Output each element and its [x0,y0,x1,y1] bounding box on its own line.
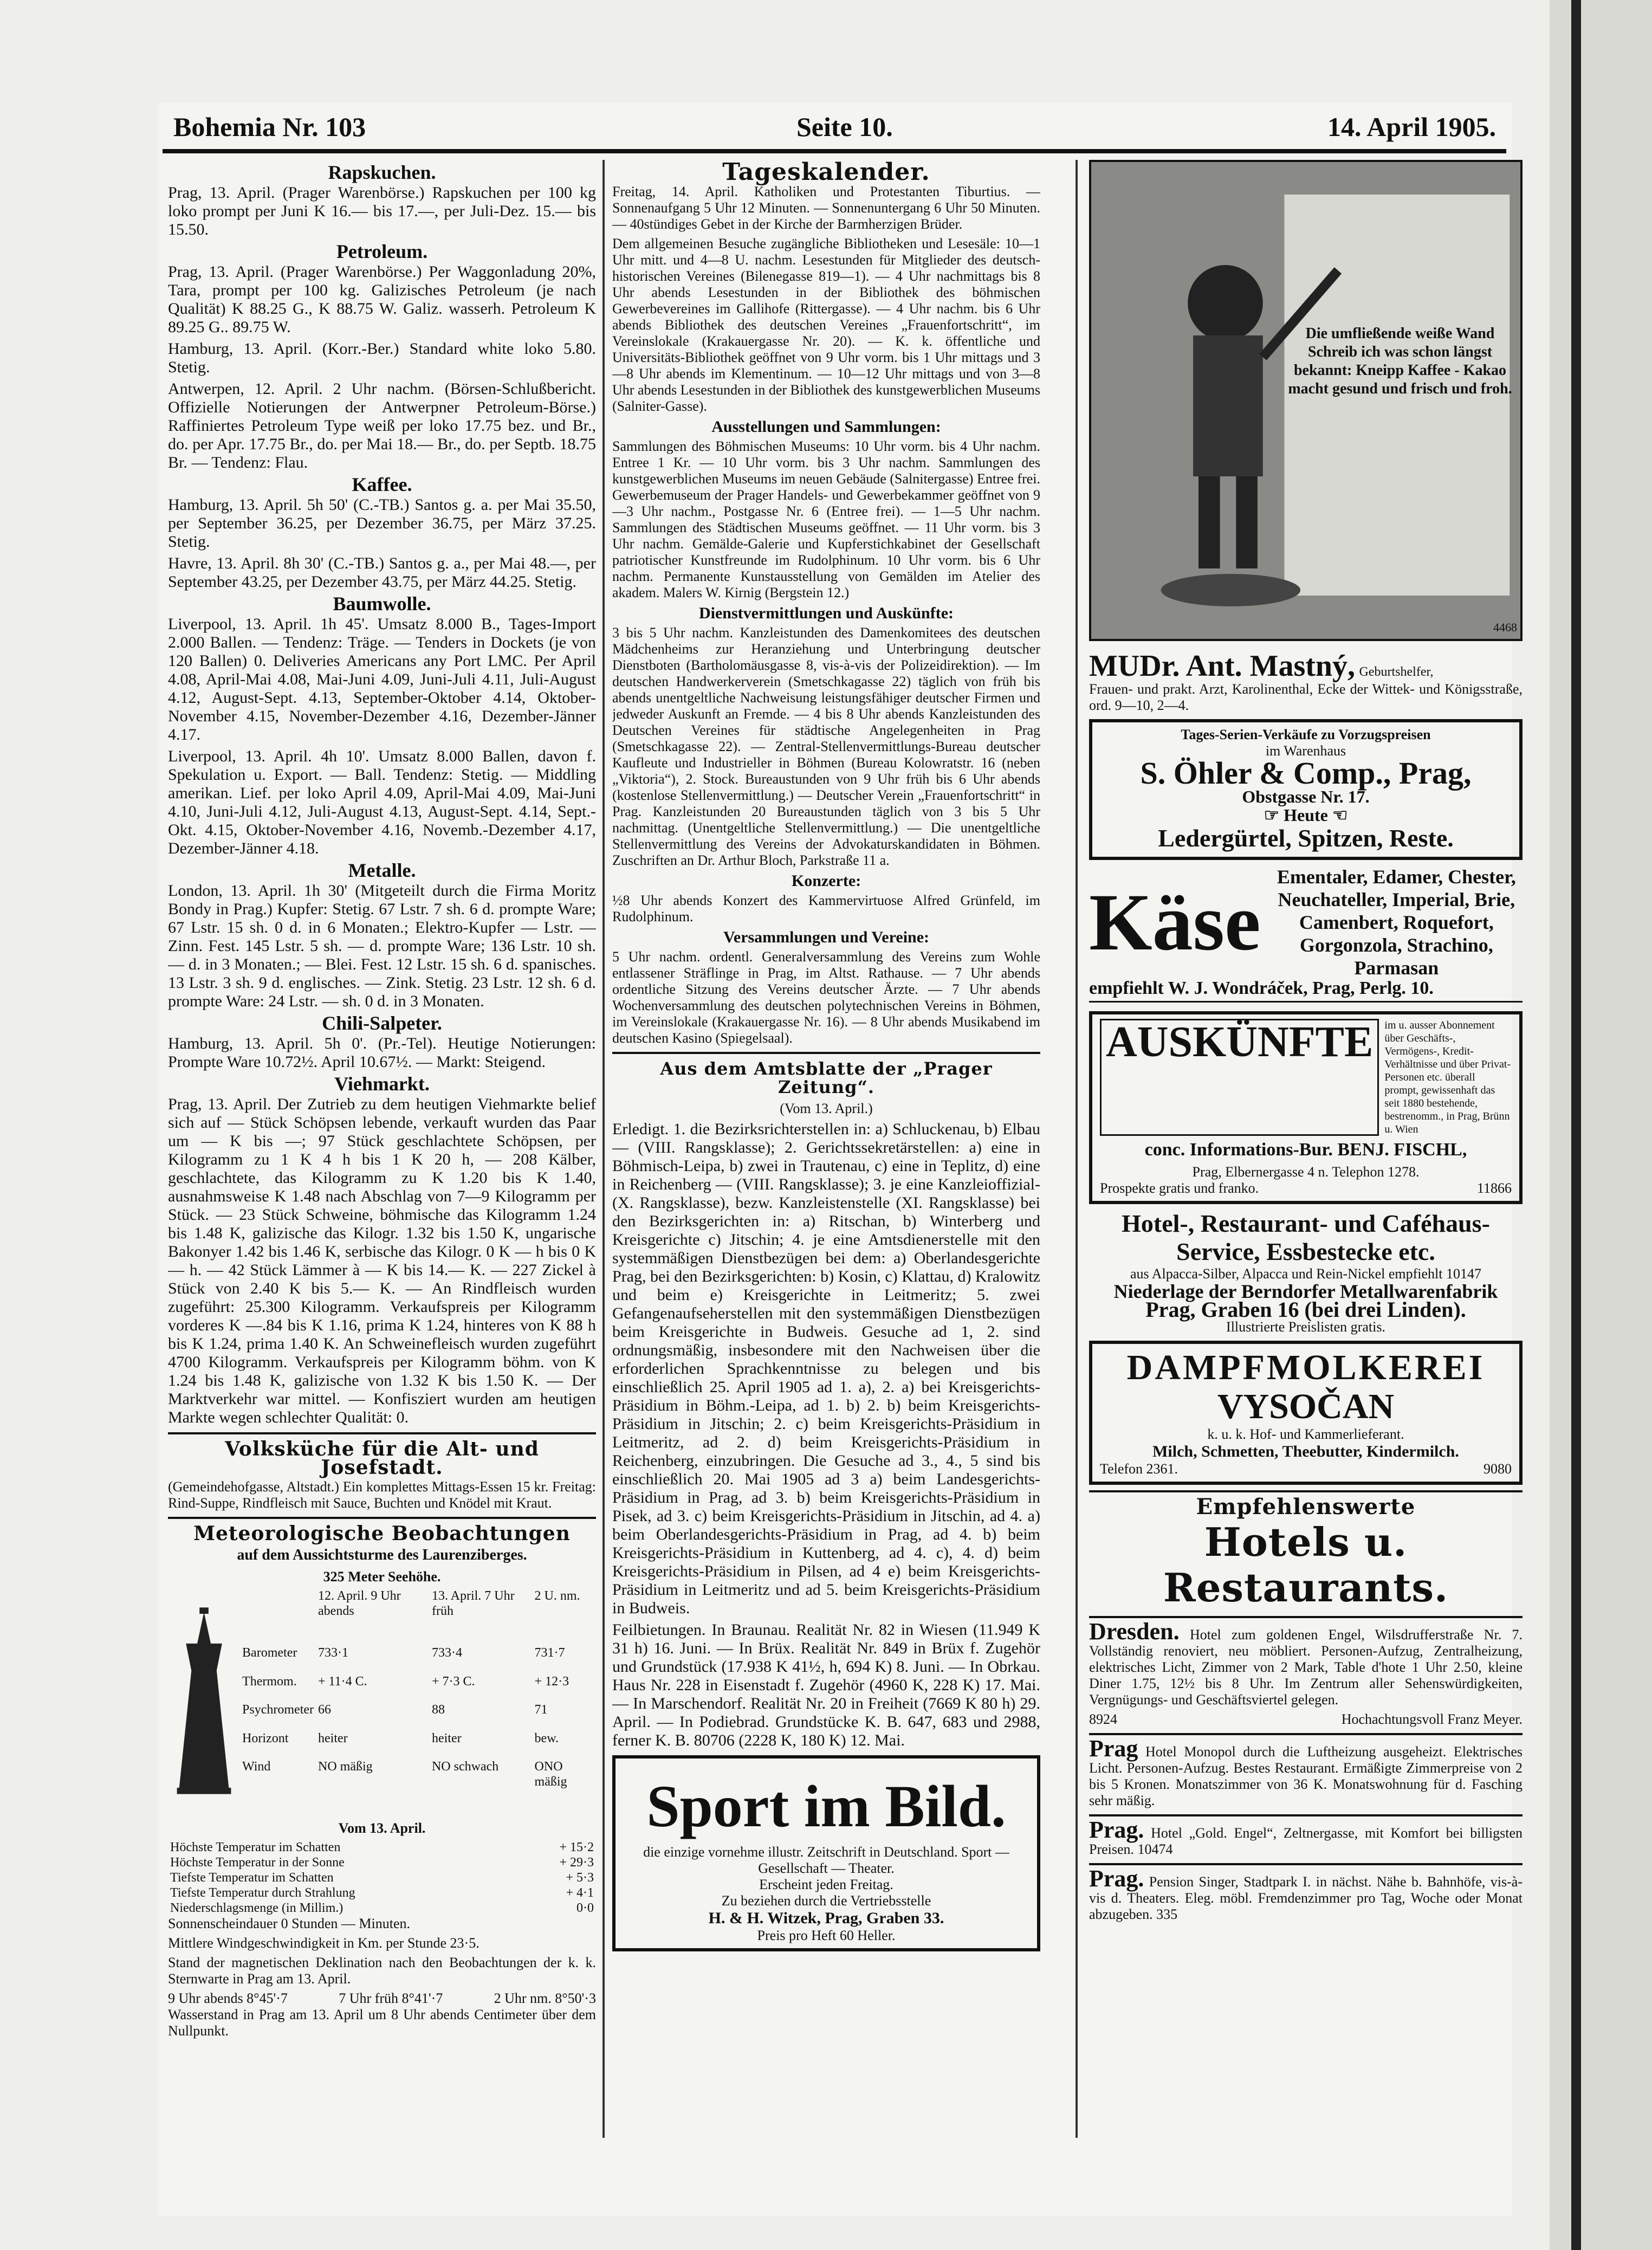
divider [1089,1814,1523,1816]
oehler-items: Ledergürtel, Spitzen, Reste. [1158,824,1454,852]
paragraph: Feilbietungen. In Braunau. Realität Nr. 82 in Wiesen (11.949 K 31 h) 16. Juni. — In Brüx. Realität Nr. 849 in Brüx f. Zugehör und Grundstück (17.938 K 41½, h, 694 K) 8. Juni. — In Obrkau. Haus Nr. 228 in Eisenstadt f. Zugehör (4960 K, 228 K) 17. Mai. — In Marschendorf. Realität Nr. 20 in Freiheit (7669 K 80 h) 29. April. — In Podiebrad. Grundstücke K. B. 647, 683 und 2988, ferner K. B. 80706 (2228 K, 180 K) 12. Mai. [612,1621,1040,1749]
ad-number: 10474 [1137,1841,1173,1857]
column-divider [603,160,605,2138]
dampfmolkerei-ad [1089,1341,1523,1485]
meteo-header-cell [240,1588,316,1645]
meteo-subtitle: auf dem Aussichtsturme des Laurenziberges. [237,1547,527,1563]
meteo-cell: Thermom. [242,1674,297,1689]
pointing-hand-icon: ☞ [1264,805,1284,825]
divider [168,1517,596,1519]
oehler-top: Tages-Serien-Verkäufe zu Vorzugspreisen [1181,727,1431,742]
meteo-temp-row [168,1870,596,1885]
kneipp-slogan: Die umfließende weiße Wand Schreib ich was schon längst bekannt: Kneipp Kaffee - Kakao macht gesund und frisch und froh. [1288,325,1512,397]
auskuenfte-foot: Prospekte gratis und franko. [1100,1180,1259,1196]
meteo-temp-row [168,1885,596,1900]
section-title: Baumwolle. [333,593,431,615]
meteo-cell: 733·1 [318,1646,349,1660]
meteo-header-cell: 2 U. nm. [534,1589,580,1603]
meteo-cell: NO schwach [431,1760,499,1774]
auskuenfte-ad [1089,1011,1523,1204]
decl-value: 2 Uhr nm. 8°50'·3 [494,1990,596,2006]
section-title: Chili-Salpeter. [322,1012,442,1034]
sport-text: Erscheint jeden Freitag. [759,1877,893,1892]
hotel-city: Prag [1089,1735,1138,1762]
meteo-cell: 733·4 [431,1646,462,1660]
meteo-cell: Barometer [242,1646,297,1660]
meteo-title: Meteorologische Beobachtungen [193,1522,571,1545]
meteo-cell: 71 [534,1703,548,1717]
meteo-header-row [240,1588,596,1645]
mastny-ad [1089,649,1523,714]
oehler-ad [1089,719,1523,860]
meteo-temp-cell: Tiefste Temperatur durch Strahlung [170,1886,355,1900]
paragraph: Sonnenscheindauer 0 Stunden — Minuten. [168,1916,410,1931]
header-rule [163,149,1506,153]
auskuenfte-word: AUSKÜNFTE [1100,1019,1379,1136]
observation-tower-icon [168,1588,240,1816]
meteo-temp-cell: Höchste Temperatur im Schatten [170,1840,341,1854]
section-title: Konzerte: [791,872,861,890]
paragraph: Prag, 13. April. (Prager Warenbörse.) Per Waggonladung 20%, Tara, prompt per 100 kg. Galizisches Petroleum (je nach Qualität) K 88.25 G., K 88.75 W. Galiz. wasserh. Petroleum K 89.25 G.. 89.75 W. [168,263,596,336]
column-divider [1076,160,1078,2138]
meteo-cell: Wind [242,1760,271,1774]
paragraph: Hamburg, 13. April. 5h 0'. (Pr.-Tel). Heutige Notierungen: Prompte Ware 10.72½. April 10.67½. — Markt: Steigend. [168,1035,596,1071]
paragraph: Hamburg, 13. April. 5h 50' (C.-TB.) Santos g. a. per Mai 35.50, per September 36.25, per Dezember 36.75, per März 37.25. Stetig. [168,496,596,551]
paragraph: Stand der magnetischen Deklination nach den Beobachtungen der k. k. Sternwarte in Prag am 13. April. [168,1955,596,1987]
ad-number: 8924 [1089,1711,1117,1727]
paragraph: 3 bis 5 Uhr nachm. Kanzleistunden des Damenkomitees des deutschen Mädchenheims zur Heranziehung und Unterbringung deutscher Dienstboten (Bartholomäusgasse 8, vis-à-vis der Polizeidirektion). — Im deutschen Handwerkerverein (Smetschkagasse 22) täglich von früh bis abends unentgeltliche Nachweisung leistungsfähiger deutscher Firmen und jedweder Auskunft an Fremde. — 4 bis 8 Uhr abends Kanzleistunden des Deutschen Vereines für städtische Angelegenheiten in Prag (Smetschkagasse 22). — Zentral-Stellenvermittlungs-Bureau deutscher Kaufleute und Industrieller in Böhmen (Bureau Kolowratstr. 16 (neben „Viktoria“), 2. Stock. Bureaustunden von 9 Uhr früh bis 6 Uhr abends (kostenlose Stellenvermittlung.) — Deutscher Verein „Frauenfortschritt“ in Prag. Kanzleistunden 20 Bureaustunden täglich von 3 bis 5 Uhr nachmittag. (Unentgeltliche Stellenvermittlung.) — Die unentgeltliche Stellenvermittlung des Vereins der Advokaturskandidaten in Böhmen. Zuschriften an Dr. Arthur Bloch, Parkstraße 11 a. [612,625,1040,868]
pointing-hand-icon: ☜ [1327,805,1348,825]
paragraph: Liverpool, 13. April. 1h 45'. Umsatz 8.000 B., Tages-Import 2.000 Ballen. — Tendenz: Träge. — Tenders in Dockets (je von 120 Ballen) 0. Deliveries Americans any Port LMC. Per April 4.08, April-Mai 4.08, Mai-Juni 4.09, Juni-Juli 4.11, Juli-August 4.12, August-Sept. 4.13, September-Oktober 4.14, Oktober-November 4.15, November-Dezember 4.16, Dezember-Jänner 4.17. [168,615,596,743]
paragraph: Erledigt. 1. die Bezirksrichterstellen in: a) Schluckenau, b) Elbau — (VIII. Rangsklasse); 2. Gerichtssekretärstellen: a) eine in Böhmisch-Leipa, b) zwei in Trautenau, c) eine in Teplitz, d) eine in Reichenberg — (VIII. Rangsklasse); 3. je eine Kanzleioffizial- (X. Rangsklasse), bezw. Kanzleistenstelle (XI. Rangsklasse) bei den Bezirksgerichten in: a) Ritschan, b) Winterberg und Kreisgerichte c) Jitschin; 4. je eine Amtsdienerstelle mit den systemmäßigen Dienstbezügen bei dem: a) Oberlandesgerichte Prag, bei den Bezirksgerichten: b) Kosin, c) Klattau, d) Kralowitz und beim e) Kreisgerichte in Leitmeritz; 5. zwei Gefangenaufseherstellen mit den systemmäßigen Dienstbezügen beim Kreisgerichte in Budweis. Gesuche ad 1, 2. sind ordnungsmäßig, insbesondere mit den Nachweisen über die erforderlichen Sprachkenntnisse zu belegen und bis einschließlich 25. April 1905 ad 1. a), 2. a) bei Kreisgerichts-Präsidium in Böhm.-Leipa, ad 1. b) 2. b) beim Kreisgerichts-Präsidium in Jitschin; 2. c) beim Kreisgerichts-Präsidium in Leitmeritz, ad 2. d) beim Kreisgerichts-Präsidium in Reichenberg, einzubringen. Die Gesuche ad 3., 4., 5 sind bis einschließlich 20. Mai 1905 ad 3 a) beim Landesgerichts-Präsidium in Prag, ad 3. b) beim Kreisgerichts-Präsidium in Pisek, ad 3. c) beim Kreisgerichts-Präsidium in Jitschin, ad 4. a) beim Oberlandesgerichts-Präsidium in Prag, ad 4. b) beim Kreisgerichts-Präsidium in Kuttenberg, ad 4. c), 4. d) beim Kreisgerichts-Präsidium in Pilsen, ad 4 e) beim Kreisgerichts-Präsidium in Leitmeritz und ad 5. beim Kreisgerichts-Präsidium in Budweis. [612,1120,1040,1617]
paragraph: Prag, 13. April. Der Zutrieb zu dem heutigen Viehmarkte belief sich auf — Stück Schöpsen lebende, verkauft wurden das Paar um — K bis —; 97 Stück geschlachtete Schöpsen, per Kilogramm zu 1 K 4 h bis 1 K 20 h, — 208 Kälber, geschlachtete, das Kilogramm zu K 1.20 bis K 1.40, ausnahmsweise K 1.48 nach Abschlag von 7—9 Kilogramm per Stück. — 23 Stück Schweine, böhmische das Kilogramm 1.24 bis 1.48 K, galizische das Kilogr. 1.32 bis 1.50 K, ungarische Bakonyer 1.42 bis 1.46 K, serbische das Kilogr. 0 K — h bis 0 K — h. — 42 Stück Lämmer à — K bis 14.— K. — 227 Zickel à Stück von 2.40 K bis 5.— K. — An Rindfleisch wurden zugeführt: 25.300 Kilogramm. Verkaufspreis per Kilogramm vorderes K —.84 bis K 1.16, prima K 1.24, hinteres von K 88 h bis K 1.24, prima 1.40 K. An Schweinefleisch wurden zugeführt 4700 Kilogramm. Verkaufspreis per Kilogramm böhm. von K 1.24 bis 1.48 K, galizische von 1.32 K bis 1.50 K. — Der Marktverkehr war mittel. — Konfisziert wurden am heutigen Markte wegen schlechter Qualität: 0. [168,1095,596,1426]
oehler-in: im Warenhaus [1265,743,1346,759]
paragraph: Antwerpen, 12. April. 2 Uhr nachm. (Börsen-Schlußbericht. Offizielle Notierungen der Antwerpner Petroleum-Börse.) Raffiniertes Petroleum Type weiß per loko 17.75 bez. und Br., do. per Apr. 17.75 Br., do. per Mai 18.— Br., do. per Septb. 18.75 Br. — Tendenz: Flau. [168,380,596,471]
meteo-row [240,1645,596,1674]
oehler-address: Obstgasse Nr. 17. [1242,787,1370,806]
hotels-title: Hotels u. Restaurants. [1163,1519,1449,1611]
hotel-text: Hotel „Gold. Engel“, Zeltnergasse, mit Komfort bei billigsten Preisen. [1089,1825,1523,1857]
divider [612,1052,1040,1054]
section-subtitle: (Vom 13. April.) [780,1101,873,1116]
kaese-word: Käse [1089,877,1261,967]
doctor-role: Geburtshelfer, [1359,665,1434,679]
paragraph: Prag, 13. April. (Prager Warenbörse.) Rapskuchen per 100 kg loko prompt per Juni K 16.— bis 17.—, per Juli-Dez. 15.— bis 15.50. [168,184,596,238]
binding-strip [1571,0,1581,2250]
paragraph: Wasserstand in Prag am 13. April um 8 Uhr abends Centimeter über dem Nullpunkt. [168,2007,596,2039]
hotel-dresden [1089,1618,1523,1708]
meteo-temp-cell: Tiefste Temperatur im Schatten [170,1871,334,1885]
berndorf-address: Prag, Graben 16 (bei drei Linden). [1145,1297,1466,1322]
meteo-cell: 731·7 [534,1646,565,1660]
meteo-temp-row [168,1855,596,1870]
meteo-row [240,1759,596,1816]
decl-value: 7 Uhr früh 8°41'·7 [339,1990,443,2006]
ad-number: 11866 [1476,1180,1512,1196]
section-title: Petroleum. [336,241,428,262]
column-market-reports [168,160,596,2181]
paragraph: Dem allgemeinen Besuche zugängliche Bibliotheken und Lesesäle: 10—1 Uhr mitt. und 4—8 U. nachm. Lesestunden für Mitglieder des deutsch-historischen Vereines (Bilenegasse 819—1). — 4 Uhr nachmittags bis 8 Uhr abends Lesestunden in der Bibliothek des böhmischen Gewerbevereines im Gallihofe (Rittergasse). — 4 Uhr nachm. bis 6 Uhr abends Bibliothek des deutschen Vereines „Frauenfortschritt“, im Vereinslokale (Krakauergasse Nr. 20). — K. k. öffentliche und Universitäts-Bibliothek geöffnet von 9 Uhr vorm. bis 1 Uhr mittags und 3—8 Uhr abends im Klementinum. — 10—12 Uhr mittags und von 3—8 Uhr abends Lesestunden in der Bibliothek des kunstgewerblichen Museums (Salniter-Gasse). [612,236,1040,414]
hotel-city: Dresden. [1089,1618,1180,1645]
meteo-cell: NO mäßig [318,1760,373,1774]
meteo-temp-row [168,1900,596,1916]
header-paper-title: Bohemia Nr. 103 [173,112,366,142]
meteo-temp-cell: Niederschlagsmenge (in Millim.) [170,1901,344,1915]
divider [168,1432,596,1434]
hotel-sign: Hochachtungsvoll Franz Meyer. [1341,1711,1523,1727]
oehler-heute [1100,806,1512,824]
molkerei-lieferant: k. u. k. Hof- und Kammerlieferant. [1207,1426,1404,1442]
doctor-name: MUDr. Ant. Mastný, [1089,649,1356,683]
ad-number: 335 [1156,1906,1178,1922]
hotel-city: Prag. [1089,1816,1144,1843]
berndorf-nieder: Niederlage der Berndorfer Metallwarenfabrik [1113,1281,1498,1302]
ad-number: 10147 [1446,1266,1482,1282]
paragraph: Freitag, 14. April. Katholiken und Protestanten Tiburtius. — Sonnenaufgang 5 Uhr 12 Minuten. — Sonnenuntergang 6 Uhr 50 Minuten. — 40stündiges Gebet in der Kirche der Barmherzigen Brüder. [612,184,1040,232]
meteo-cell: + 11·4 C. [318,1674,367,1689]
paragraph: 5 Uhr nachm. ordentl. Generalversammlung des Vereins zum Wohle entlassener Sträflinge in Prag, im Altst. Rathause. — 7 Uhr abends ordentliche Sitzung des Vereins deutscher Ärzte. — 7 Uhr abends Wochenversammlung des deutschen polytechnischen Vereins in Böhmen, im Vereinslokale (Krakauergasse Nr. 16). — 8 Uhr abends Musikabend im deutschen Kasino (Spiegelsaal). [612,949,1040,1046]
auskuenfte-address: Prag, Elbernergasse 4 n. Telephon 1278. [1192,1164,1420,1180]
column-advertisements [1089,160,1523,2181]
meteo-temp-cell: + 29·3 [559,1855,594,1870]
meteo-height: 325 Meter Seehöhe. [323,1569,441,1585]
section-title: Aus dem Amtsblatte der „Prager Zeitung“. [660,1058,993,1097]
meteo-cell: ONO mäßig [534,1760,567,1789]
oehler-heute-label: Heute [1284,805,1328,825]
empfehlenswerte-title: Empfehlenswerte [1196,1494,1416,1520]
meteo-cell: Psychrometer [242,1703,314,1717]
divider [1089,1863,1523,1865]
meteo-temps-table [168,1840,596,1916]
hotel-service-text [1089,1266,1523,1282]
section-title: Kaffee. [352,474,412,495]
auskuenfte-side: im u. ausser Abonnement über Geschäfts-, Vermögens-, Kredit-Verhältnisse und über Privat-Personen etc. überall prompt, gewissenhaft das seit 1880 bestehende, bestrenomm., in Prag, Brünn u. Wien [1384,1019,1511,1135]
kaese-footer: empfiehlt W. J. Wondráček, Prag, Perlg. 10. [1089,979,1523,1003]
paragraph: (Gemeindehofgasse, Altstadt.) Ein komplettes Mittags-Essen 15 kr. Freitag: Rind-Suppe, Rindfleisch mit Sauce, Buchten und Knödel mit Kraut. [168,1479,596,1511]
child-painting-illustration-icon [1091,162,1520,639]
kneipp-kaffee-ad [1089,160,1523,641]
paragraph: Havre, 13. April. 8h 30' (C.-TB.) Santos g. a., per Mai 48.—, per September 43.25, per Dezember 43.75, per März 44.25. Stetig. [168,554,596,591]
sport-text: die einzige vornehme illustr. Zeitschrift in Deutschland. Sport — Gesellschaft — Theater. [643,1844,1009,1876]
hotel-text: Hotel Monopol durch die Luftheizung ausgeheizt. Elektrisches Licht. Personen-Aufzug. Bestes Restaurant. Ermäßigte Zimmerpreise von 2 bis 5 Kronen. Monatszimmer von 36 K. Monatswohnung für d. Fasching sehr mäßig. [1089,1744,1523,1808]
hotel-dresden-foot [1089,1711,1523,1728]
kaese-types: Ementaler, Edamer, Chester, Neuchateller, Imperial, Brie, Camenbert, Roquefort, Gorgonzola, Strachino, Parmasan [1277,866,1516,979]
ad-number: 9080 [1483,1461,1512,1477]
meteo-row [240,1674,596,1703]
berndorf-ad [1089,1210,1523,1335]
paragraph: Mittlere Windgeschwindigkeit in Km. per Stunde 23·5. [168,1935,480,1951]
hotel-gold-engel [1089,1816,1523,1858]
hotel-service-title: Hotel-, Restaurant- und Caféhaus- [1122,1210,1490,1237]
meteo-block [168,1588,596,1816]
meteo-header-cell: 12. April. 9 Uhr abends [318,1589,401,1618]
section-title: Rapskuchen. [328,161,436,183]
divider [1089,1490,1523,1492]
meteo-row [240,1702,596,1731]
meteo-cell: + 7·3 C. [431,1674,475,1689]
meteo-header-cell: 13. April. 7 Uhr früh [431,1589,515,1618]
section-title: Viehmarkt. [334,1073,430,1095]
header-date: 14. April 1905. [1327,112,1496,142]
section-title: Versammlungen und Vereine: [723,928,930,946]
section-title: Ausstellungen und Sammlungen: [711,418,941,436]
meteo-table [240,1588,596,1816]
meteo-temp-row [168,1840,596,1855]
divider [1089,1733,1523,1735]
meteo-cell: + 12·3 [534,1674,569,1689]
section-title: Metalle. [348,859,416,881]
meteo-cell: heiter [318,1731,348,1745]
meteo-temp-cell: 0·0 [576,1901,594,1915]
page-edge [1550,0,1652,2250]
header-page-number: Seite 10. [796,112,893,142]
sport-vendor: H. & H. Witzek, Prag, Graben 33. [708,1909,944,1927]
paragraph: Sammlungen des Böhmischen Museums: 10 Uhr vorm. bis 4 Uhr nachm. Entree 1 Kr. — 10 Uhr vorm. bis 3 Uhr nachm. Sammlungen des kunstgewerblichen Museums im neuen Gebäude (Salnitergasse) Entree frei. Gewerbemuseum der Prager Handels- und Gewerbekammer geöffnet von 9—3 Uhr nachm., Postgasse Nr. 6 (Entree frei). — 1—5 Uhr nachm. Sammlungen des Städtischen Museums geöffnet. — 11 Uhr vorm. bis 3 Uhr nachm. Gemälde-Galerie und Kupferstichkabinet der Gesellschaft patriotischer Kunstfreunde im Rudolphinum. 10 Uhr vorm. bis 6 Uhr nachm. Permanente Kunstausstellung von Gemälden im Atelier des akadem. Malers W. Kirnig (Bergstein 12.) [612,438,1040,600]
meteo-cell: 66 [318,1703,332,1717]
column-calendar [612,160,1040,2181]
ad-number: 4468 [1493,620,1517,634]
hotel-service-subtitle: Service, Essbestecke etc. [1176,1238,1435,1265]
doctor-address: Frauen- und prakt. Arzt, Karolinenthal, Ecke der Wittek- und Königsstraße, ord. 9—10, 2—4. [1089,681,1523,713]
decl-value: 9 Uhr abends 8°45'·7 [168,1990,288,2006]
molkerei-place: VYSOČAN [1217,1387,1395,1426]
paragraph: London, 13. April. 1h 30' (Mitgeteilt durch die Firma Moritz Bondy in Prag.) Kupfer: Stetig. 67 Lstr. 7 sh. 6 d. prompte Ware; 67 Lstr. 15 sh. 0 d. in 6 Monaten.; Elektro-Kupfer — Lstr. — Zinn. Fest. 145 Lstr. 5 sh. — d. prompte Ware; 136 Lstr. 10 sh. — d. in 3 Monaten.; — Blei. Fest. 12 Lstr. 15 sh. 6 d. spanisches. 13 Lstr. 3 sh. 9 d. englisches. — Zink. Stetig. 23 Lstr. 12 sh. 6 d. prompte Ware: 24 Lstr. — sh. 0 d. in 3 Monaten. [168,882,596,1010]
kaese-ad [1089,865,1523,979]
molkerei-telefon: Telefon 2361. [1100,1461,1178,1477]
hotel-text: Pension Singer, Stadtpark I. in nächst. Nähe b. Bahnhöfe, vis-à-vis d. Theaters. Eleg. möbl. Fremdenzimmer pro Tag, Woche oder Monat abzugeben. [1089,1874,1523,1922]
section-title: Tageskalender. [722,160,930,186]
meteo-temp-cell: + 15·2 [559,1840,594,1854]
paragraph: Hamburg, 13. April. (Korr.-Ber.) Standard white loko 5.80. Stetig. [168,340,596,376]
meteo-cell: heiter [431,1731,462,1745]
berndorf-preis: Illustrierte Preislisten gratis. [1226,1319,1385,1335]
hotel-city: Prag. [1089,1865,1144,1892]
paragraph: Liverpool, 13. April. 4h 10'. Umsatz 8.000 Ballen, davon f. Spekulation u. Export. — Ball. Tendenz: Stetig. — Middling amerikan. Lief. per loko April 4.09, April-Mai 4.09, Mai-Juni 4.10, Juni-Juli 4.12, Juli-August 4.13, August-Sept. 4.14, Sept.-Okt. 4.15, Oktober-November 4.16, Novemb.-Dezember 4.17, Dezember-Jänner 4.18. [168,747,596,857]
sport-text: Zu beziehen durch die Vertriebsstelle [721,1893,931,1909]
molkerei-name: DAMPFMOLKEREI [1126,1348,1485,1387]
sport-im-bild-ad [612,1755,1040,1951]
meteo-temp-cell: Höchste Temperatur in der Sonne [170,1855,345,1870]
sport-title: Sport im Bild. [646,1773,1006,1839]
meteo-cell: 88 [431,1703,445,1717]
pension-singer [1089,1865,1523,1923]
oehler-name: S. Öhler & Comp., Prag, [1140,755,1472,791]
meteo-vom: Vom 13. April. [338,1820,426,1836]
molkerei-products: Milch, Schmetten, Theebutter, Kindermilch. [1152,1443,1459,1460]
meteo-cell: bew. [534,1731,559,1745]
section-title: Dienstvermittlungen und Auskünfte: [698,604,954,622]
meteo-cell: Horizont [242,1731,289,1745]
hotel-monopol [1089,1735,1523,1809]
auskuenfte-firm: conc. Informations-Bur. BENJ. FISCHL, [1144,1140,1467,1160]
page-header [163,111,1506,149]
section-title: Volksküche für die Alt- und Josefstadt. [225,1438,539,1479]
paragraph: ½8 Uhr abends Konzert des Kammervirtuose Alfred Grünfeld, im Rudolphinum. [612,893,1040,924]
meteo-temp-cell: + 5·3 [566,1871,594,1885]
hotel-service-desc: aus Alpacca-Silber, Alpacca und Rein-Nickel empfiehlt [1130,1266,1443,1282]
decl-row [168,1990,596,2007]
meteo-temp-cell: + 4·1 [566,1886,594,1900]
hotel-text: Hotel zum goldenen Engel, Wilsdrufferstraße Nr. 7. Vollständig renoviert, neu möbliert. Personen-Aufzug, Zentralheizung, elektrisches Licht, Zimmer von 2 Mark, Table d'hote 1 Uhr 2.50, kleine Diner 1.75, 12½ bis 8 Uhr. Im Zentrum aller Sehenswürdigkeiten, Vergnügungs- und Geschäftsviertel gelegen. [1089,1627,1523,1708]
sport-price: Preis pro Heft 60 Heller. [757,1928,896,1943]
meteo-row [240,1731,596,1760]
